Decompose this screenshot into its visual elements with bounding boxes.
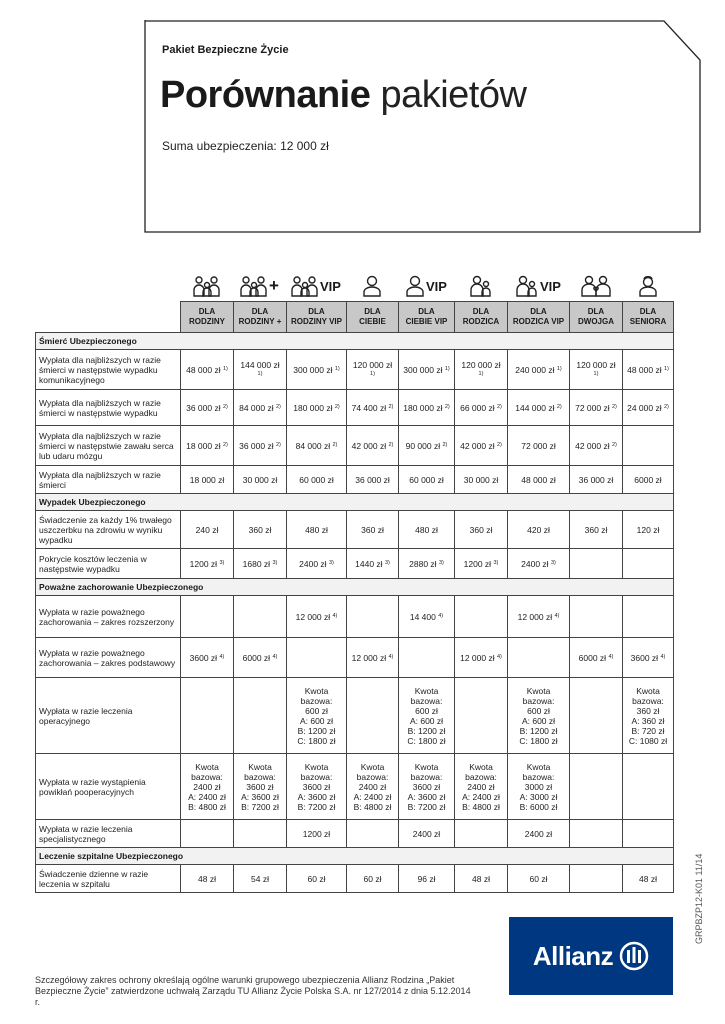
table-cell: Kwota bazowa: 600 zł A: 600 zł B: 1200 zł C: 1800 zł xyxy=(508,678,570,754)
table-cell: 42 000 zł $^{2)}$ xyxy=(570,426,623,466)
table-row xyxy=(36,754,674,820)
table-cell: Kwota bazowa: 3600 zł A: 3600 zł B: 7200 zł xyxy=(287,754,347,820)
table-cell: 48 000 zł xyxy=(508,466,570,494)
table-cell xyxy=(181,678,234,754)
allianz-logo xyxy=(509,917,673,995)
plus-label: + xyxy=(269,276,279,295)
col-header: DLA DWOJGA xyxy=(570,302,623,333)
table-header-row xyxy=(36,302,674,333)
table-cell xyxy=(181,820,234,848)
table-cell xyxy=(234,678,287,754)
table-cell xyxy=(347,820,399,848)
vip-label: VIP xyxy=(540,278,561,294)
table-cell: 360 zł xyxy=(455,511,508,549)
table-cell: Wypadek Ubezpieczonego xyxy=(36,494,674,511)
col-header: DLA RODZICA xyxy=(455,302,508,333)
table-row xyxy=(36,865,674,893)
col-header: DLA RODZINY + xyxy=(234,302,287,333)
section-row xyxy=(36,494,674,511)
table-cell: 2400 zł $^{3)}$ xyxy=(508,549,570,579)
table-cell: 60 000 zł xyxy=(287,466,347,494)
table-cell: 36 000 zł $^{2)}$ xyxy=(181,390,234,426)
table-cell xyxy=(570,754,623,820)
row-label: Wypłata dla najbliższych w razie śmierci w następstwie zawału serca lub udaru mózgu xyxy=(36,426,181,466)
table-cell: 12 000 zł $^{4)}$ xyxy=(347,638,399,678)
family-icon xyxy=(180,271,233,301)
table-cell: Kwota bazowa: 3600 zł A: 3600 zł B: 7200 zł xyxy=(399,754,455,820)
parent-icon xyxy=(454,271,507,301)
table-cell xyxy=(570,820,623,848)
table-cell: 74 400 zł $^{2)}$ xyxy=(347,390,399,426)
package-icons-row xyxy=(0,271,725,301)
row-label: Świadczenie dzienne w razie leczenia w szpitalu xyxy=(36,865,181,893)
table-cell: 6000 zł $^{4)}$ xyxy=(570,638,623,678)
table-row xyxy=(36,820,674,848)
table-cell: Kwota bazowa: 360 zł A: 360 zł B: 720 zł C: 1080 zł xyxy=(623,678,674,754)
table-cell xyxy=(347,596,399,638)
logo-text: Allianz xyxy=(532,940,614,971)
allianz-eagle-icon xyxy=(619,941,649,971)
table-cell: 60 zł xyxy=(347,865,399,893)
table-cell: 6000 zł $^{4)}$ xyxy=(234,638,287,678)
col-header: DLA SENIORA xyxy=(623,302,674,333)
table-cell: Kwota bazowa: 600 zł A: 600 zł B: 1200 zł C: 1800 zł xyxy=(399,678,455,754)
table-cell: Kwota bazowa: 2400 zł A: 2400 zł B: 4800 zł xyxy=(181,754,234,820)
table-cell: 180 000 zł $^{2)}$ xyxy=(399,390,455,426)
table-cell: 60 zł xyxy=(287,865,347,893)
table-cell: 48 zł xyxy=(181,865,234,893)
table-cell: 18 000 zł $^{2)}$ xyxy=(181,426,234,466)
table-cell: 36 000 zł xyxy=(570,466,623,494)
header-blank xyxy=(36,302,181,333)
table-cell: Śmierć Ubezpieczonego xyxy=(36,333,674,350)
table-cell: 360 zł xyxy=(234,511,287,549)
row-label: Wypłata w razie leczenia specjalistycznego xyxy=(36,820,181,848)
row-label: Wypłata w razie poważnego zachorowania – zakres rozszerzony xyxy=(36,596,181,638)
table-cell xyxy=(623,754,674,820)
table-cell: 480 zł xyxy=(399,511,455,549)
table-cell: 90 000 zł $^{2)}$ xyxy=(399,426,455,466)
table-cell xyxy=(623,820,674,848)
table-cell xyxy=(623,596,674,638)
table-cell: 144 000 zł $^{2)}$ xyxy=(508,390,570,426)
table-cell xyxy=(455,596,508,638)
section-row xyxy=(36,579,674,596)
table-cell: 2400 zł $^{3)}$ xyxy=(287,549,347,579)
row-label: Wypłata dla najbliższych w razie śmierci w następstwie wypadku xyxy=(36,390,181,426)
couple-icon xyxy=(569,271,622,301)
table-cell: 300 000 zł $^{1)}$ xyxy=(399,350,455,390)
vip-label: VIP xyxy=(320,278,341,294)
family-plus-icon xyxy=(233,271,286,301)
footnote: Szczegółowy zakres ochrony określają ogólne warunki grupowego ubezpieczenia Allianz Rodzina „Pakiet Bezpieczne Życie” zatwierdzone uchwałą Zarządu TU Allianz Życie Polska S.A. nr 127/2014 z dnia 5.12.2014 r. xyxy=(35,975,471,1007)
title-light: pakietów xyxy=(380,74,527,116)
parent-vip-icon xyxy=(507,271,569,301)
table-cell xyxy=(570,549,623,579)
table-cell: 36 000 zł $^{2)}$ xyxy=(234,426,287,466)
title-bold: Porównanie xyxy=(160,74,371,116)
person-icon xyxy=(346,271,398,301)
table-cell xyxy=(234,820,287,848)
table-cell: Poważne zachorowanie Ubezpieczonego xyxy=(36,579,674,596)
table-cell: 54 zł xyxy=(234,865,287,893)
table-cell: 12 000 zł $^{4)}$ xyxy=(287,596,347,638)
table-cell xyxy=(234,596,287,638)
row-label: Pokrycie kosztów leczenia w następstwie wypadku xyxy=(36,549,181,579)
table-row xyxy=(36,350,674,390)
table-cell: 1200 zł $^{3)}$ xyxy=(181,549,234,579)
table-cell: 14 400 $^{4)}$ xyxy=(399,596,455,638)
table-cell: 180 000 zł $^{2)}$ xyxy=(287,390,347,426)
table-cell xyxy=(347,678,399,754)
comparison-table xyxy=(35,301,674,893)
table-cell: 120 000 zł $^{1)}$ xyxy=(570,350,623,390)
col-header: DLA RODZICA VIP xyxy=(508,302,570,333)
col-header: DLA RODZINY xyxy=(181,302,234,333)
page-title xyxy=(160,72,526,118)
table-cell: 48 zł xyxy=(623,865,674,893)
table-cell: 30 000 zł xyxy=(455,466,508,494)
table-cell: 360 zł xyxy=(347,511,399,549)
document-subtitle: Pakiet Bezpieczne Życie xyxy=(162,44,289,56)
table-cell xyxy=(570,596,623,638)
table-cell: 2400 zł xyxy=(508,820,570,848)
table-cell: 72 000 zł xyxy=(508,426,570,466)
table-cell: 360 zł xyxy=(570,511,623,549)
table-cell: 18 000 zł xyxy=(181,466,234,494)
row-label: Wypłata w razie poważnego zachorowania – zakres podstawowy xyxy=(36,638,181,678)
table-row xyxy=(36,466,674,494)
table-cell xyxy=(570,865,623,893)
table-cell xyxy=(623,426,674,466)
senior-icon xyxy=(622,271,673,301)
row-label: Wypłata w razie leczenia operacyjnego xyxy=(36,678,181,754)
table-cell: Kwota bazowa: 2400 zł A: 2400 zł B: 4800 zł xyxy=(347,754,399,820)
table-cell: 84 000 zł $^{2)}$ xyxy=(287,426,347,466)
table-row xyxy=(36,678,674,754)
table-cell: 1440 zł $^{3)}$ xyxy=(347,549,399,579)
table-cell: 3600 zł $^{4)}$ xyxy=(623,638,674,678)
table-cell xyxy=(181,596,234,638)
table-cell: 72 000 zł $^{2)}$ xyxy=(570,390,623,426)
row-label: Wypłata dla najbliższych w razie śmierci w następstwie wypadku komunikacyjnego xyxy=(36,350,181,390)
table-cell: 12 000 zł $^{4)}$ xyxy=(508,596,570,638)
table-cell: 240 000 zł $^{1)}$ xyxy=(508,350,570,390)
document-code: GRPBZP12-K01 11/14 xyxy=(694,853,704,944)
vip-label: VIP xyxy=(426,278,447,294)
section-row xyxy=(36,848,674,865)
table-cell: Kwota bazowa: 3000 zł A: 3000 zł B: 6000 zł xyxy=(508,754,570,820)
table-row xyxy=(36,390,674,426)
table-cell: 12 000 zł $^{4)}$ xyxy=(455,638,508,678)
table-cell: Leczenie szpitalne Ubezpieczonego xyxy=(36,848,674,865)
table-cell: 48 000 zł $^{1)}$ xyxy=(181,350,234,390)
table-cell: 2880 zł $^{3)}$ xyxy=(399,549,455,579)
table-cell: Kwota bazowa: 600 zł A: 600 zł B: 1200 zł C: 1800 zł xyxy=(287,678,347,754)
table-cell xyxy=(287,638,347,678)
table-cell: 42 000 zł $^{2)}$ xyxy=(347,426,399,466)
col-header: DLA RODZINY VIP xyxy=(287,302,347,333)
table-cell: 120 000 zł $^{1)}$ xyxy=(455,350,508,390)
table-cell: 36 000 zł xyxy=(347,466,399,494)
table-cell: 96 zł xyxy=(399,865,455,893)
family-vip-icon xyxy=(286,271,346,301)
table-cell xyxy=(455,820,508,848)
table-cell: 6000 zł xyxy=(623,466,674,494)
table-cell: 60 000 zł xyxy=(399,466,455,494)
table-row xyxy=(36,596,674,638)
table-cell xyxy=(570,678,623,754)
sum-insured: Suma ubezpieczenia: 12 000 zł xyxy=(162,139,329,153)
table-cell: 42 000 zł $^{2)}$ xyxy=(455,426,508,466)
section-row xyxy=(36,333,674,350)
table-cell: 48 zł xyxy=(455,865,508,893)
table-cell: 66 000 zł $^{2)}$ xyxy=(455,390,508,426)
row-label: Wypłata w razie wystąpienia powikłań pooperacyjnych xyxy=(36,754,181,820)
table-cell: 1200 zł $^{3)}$ xyxy=(455,549,508,579)
table-cell: Kwota bazowa: 3600 zł A: 3600 zł B: 7200 zł xyxy=(234,754,287,820)
table-cell: 144 000 zł $^{1)}$ xyxy=(234,350,287,390)
table-cell xyxy=(623,549,674,579)
table-cell: 30 000 zł xyxy=(234,466,287,494)
col-header: DLA CIEBIE VIP xyxy=(399,302,455,333)
table-cell: 1680 zł $^{3)}$ xyxy=(234,549,287,579)
table-cell: 420 zł xyxy=(508,511,570,549)
table-cell: 480 zł xyxy=(287,511,347,549)
table-cell: 240 zł xyxy=(181,511,234,549)
table-cell: 120 000 zł $^{1)}$ xyxy=(347,350,399,390)
table-cell xyxy=(455,678,508,754)
table-cell: 2400 zł xyxy=(399,820,455,848)
table-row xyxy=(36,511,674,549)
person-vip-icon xyxy=(398,271,454,301)
table-cell: 120 zł xyxy=(623,511,674,549)
table-cell: 48 000 zł $^{1)}$ xyxy=(623,350,674,390)
table-cell: Kwota bazowa: 2400 zł A: 2400 zł B: 4800 zł xyxy=(455,754,508,820)
table-cell xyxy=(508,638,570,678)
table-cell: 60 zł xyxy=(508,865,570,893)
table-cell: 3600 zł $^{4)}$ xyxy=(181,638,234,678)
table-cell: 300 000 zł $^{1)}$ xyxy=(287,350,347,390)
table-cell: 84 000 zł $^{2)}$ xyxy=(234,390,287,426)
table-row xyxy=(36,426,674,466)
table-row xyxy=(36,549,674,579)
table-cell xyxy=(399,638,455,678)
table-cell: 1200 zł xyxy=(287,820,347,848)
col-header: DLA CIEBIE xyxy=(347,302,399,333)
row-label: Świadczenie za każdy 1% trwałego uszczerbku na zdrowiu w wyniku wypadku xyxy=(36,511,181,549)
table-row xyxy=(36,638,674,678)
row-label: Wypłata dla najbliższych w razie śmierci xyxy=(36,466,181,494)
table-cell: 24 000 zł $^{2)}$ xyxy=(623,390,674,426)
